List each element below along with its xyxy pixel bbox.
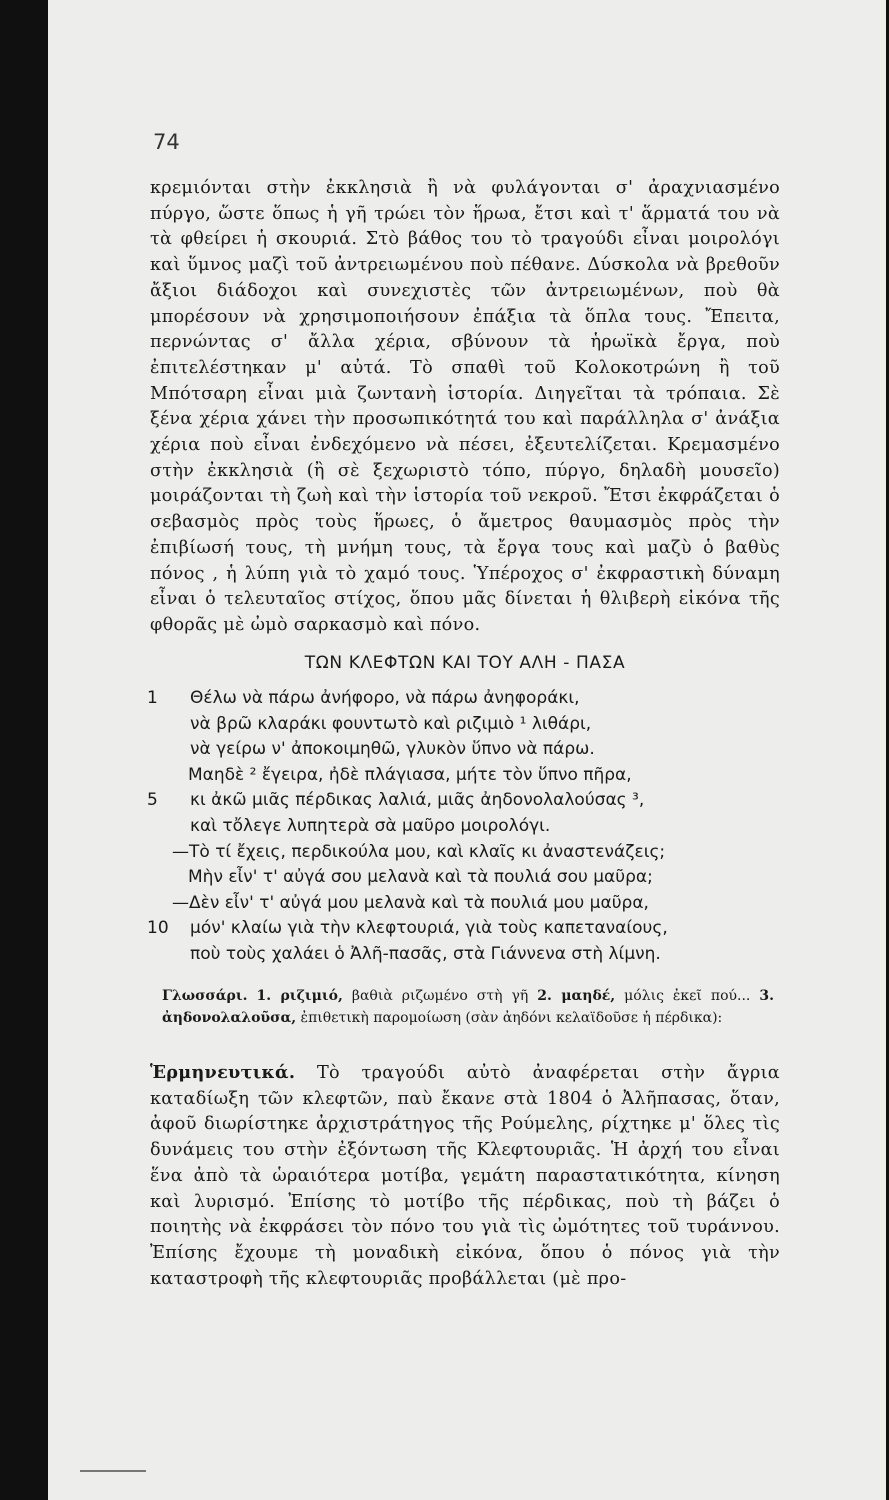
verse-text: Μὴν εἶν' τ' αὐγά σου μελανὰ καὶ τὰ πουλιά σου μαῦρα; bbox=[188, 867, 653, 888]
poem-title: ΤΩΝ ΚΛΕΦΤΩΝ ΚΑΙ ΤΟΥ ΑΛΗ - ΠΑΣΑ bbox=[304, 653, 626, 673]
verse-line bbox=[142, 942, 782, 968]
verse-number: 1 bbox=[147, 688, 158, 708]
glossary-definition: βαθιὰ ριζωμένο στὴ γῆ bbox=[342, 988, 538, 1004]
verse-text: ποὺ τοὺς χαλάει ὁ Ἀλῆ-πασᾶς, στὰ Γιάννενα στὴ λίμνη. bbox=[190, 943, 661, 964]
verse-text: Θέλω νὰ πάρω ἀνήφορο, νὰ πάρω ἀνηφοράκι, bbox=[190, 688, 580, 708]
glossary-definition: μόλις ἐκεῖ πού... bbox=[615, 988, 760, 1004]
verse-number: 5 bbox=[147, 790, 158, 811]
verse-line bbox=[142, 916, 782, 942]
interpretation-label: Ἑρμηνευτικά. bbox=[150, 1062, 296, 1083]
verse-text: μόν' κλαίω γιὰ τὴν κλεφτουριά, γιὰ τοὺς καπεταναίους, bbox=[190, 918, 668, 939]
verse-text: νὰ βρῶ κλαράκι φουντωτὸ καὶ ριζιμιὸ ¹ λιθάρι, bbox=[190, 713, 592, 734]
verse-text: Μαηδὲ ² ἔγειρα, ἠδὲ πλάγιασα, μήτε τὸν ὕπνο πῆρα, bbox=[188, 764, 632, 785]
interpretation-text: Τὸ τραγούδι αὐτὸ ἀναφέρεται στὴν ἄγρια καταδίωξη τῶν κλεφτῶν, παὺ ἔκανε στὰ 1804 ὁ Ἀλῆπασας, ὅταν, ἀφοῦ διωρίστηκε ἀρχιστράτηγος τῆς Ρούμελης, ρίχτηκε μ' ὅλες τὶς δυνάμεις του στὴν ἐξόντωση τῆς Κλεφτουριᾶς. Ἡ ἀρχή του εἶναι ἕνα ἀπὸ τὰ ὡραιότερα μοτίβα, γεμάτη παραστατικότητα, κίνηση καὶ λυρισμό. Ἐπίσης τὸ μοτίβο τῆς πέρδικας, ποὺ τὴ βάζει ὁ ποιητὴς νὰ ἐκφράσει τὸν πόνο του γιὰ τὶς ὠμότητες τοῦ τυράννου. Ἐπίσης ἔχουμε τὴ μοναδικὴ εἰκόνα, ὅπου ὁ πόνος γιὰ τὴν καταστροφὴ τῆς κλεφτουριᾶς προβάλλεται (μὲ προ- bbox=[150, 1063, 780, 1289]
verse-line bbox=[142, 788, 782, 814]
footer-rule bbox=[80, 1470, 146, 1472]
verse-line bbox=[142, 712, 782, 738]
interpretation-paragraph bbox=[150, 1060, 780, 1292]
verse-line bbox=[142, 737, 782, 763]
page-number: 74 bbox=[153, 130, 180, 154]
verse-line bbox=[142, 865, 782, 891]
verse-number: 10 bbox=[147, 918, 169, 939]
glossary-heading: Γλωσσάρι. bbox=[162, 988, 248, 1004]
glossary-term: 3. ἀηδονολαλοῦσα, bbox=[162, 988, 775, 1026]
commentary-paragraph: κρεμιόνται στὴν ἐκκλησιὰ ἢ νὰ φυλάγονται σ' ἀραχνιασμένο πύργο, ὥστε ὅπως ἡ γῆ τρώει τὸν ἥρωα, ἔτσι καὶ τ' ἅρματά του νὰ τὰ φθείρει ἡ σκουριά. Στὸ βάθος του τὸ τραγούδι εἶναι μοιρολόγι καὶ ὕμνος μαζὶ τοῦ ἀντρειωμένου ποὺ πέθανε. Δύσκολα νὰ βρεθοῦν ἄξιοι διάδοχοι καὶ συνεχιστὲς τῶν ἀντρειωμένων, ποὺ θὰ μπορέσουν νὰ χρησιμοποιήσουν ἐπάξια τὰ ὅπλα τους. Ἔπειτα, περνώντας σ' ἄλλα χέρια, σβύνουν τὰ ἡρωϊκὰ ἔργα, ποὺ ἐπιτελέστηκαν μ' αὐτά. Τὸ σπαθὶ τοῦ Κολοκοτρώνη ἢ τοῦ Μπότσαρη εἶναι μιὰ ζωντανὴ ἱστορία. Διηγεῖται τὰ τρόπαια. Σὲ ξένα χέρια χάνει τὴν προσωπικότητά του καὶ παράλληλα σ' ἀνάξια χέρια ποὺ εἶναι ἐνδεχόμενο νὰ πέσει, ἐξευτελίζεται. Κρεμασμένο στὴν ἐκκλησιὰ (ἢ σὲ ξεχωριστὸ τόπο, πύργο, δηλαδὴ μουσεῖο) μοιράζονται τὴ ζωὴ καὶ τὴν ἱστορία τοῦ νεκροῦ. Ἔτσι ἐκφράζεται ὁ σεβασμὸς πρὸς τοὺς ἥρωες, ὁ ἄμετρος θαυμασμὸς πρὸς τὴν ἐπιβίωσή τους, τὴ μνήμη τους, τὰ ἔργα τους καὶ μαζὺ ὁ βαθὺς πόνος , ἡ λύπη γιὰ τὸ χαμό τους. Ὑπέροχος σ' ἐκφραστικὴ δύναμη εἶναι ὁ τελευταῖος στίχος, ὅπου μᾶς δίνεται ἡ θλιβερὴ εἰκόνα τῆς φθορᾶς μὲ ὠμὸ σαρκασμὸ καὶ πόνο. bbox=[150, 178, 780, 635]
glossary-term: 2. μαηδέ, bbox=[537, 988, 616, 1004]
verse-line bbox=[142, 763, 782, 789]
verse-text: κι ἀκῶ μιᾶς πέρδικας λαλιά, μιᾶς ἀηδονολαλούσας ³, bbox=[190, 790, 645, 811]
verse-text: νὰ γείρω ν' ἀποκοιμηθῶ, γλυκὸν ὕπνο νὰ πάρω. bbox=[190, 739, 595, 760]
glossary-term: 1. ριζιμιό, bbox=[256, 988, 343, 1004]
verse-text: —Τὸ τί ἔχεις, περδικούλα μου, καὶ κλαῖς κι ἀναστενάζεις; bbox=[172, 841, 666, 862]
verse-line bbox=[142, 891, 782, 917]
glossary bbox=[162, 985, 774, 1029]
verse-text: καὶ τὄλεγε λυπητερὰ σὰ μαῦρο μοιρολόγι. bbox=[190, 815, 551, 836]
verse-line bbox=[142, 840, 782, 866]
poem-verses bbox=[142, 686, 782, 968]
verse-text: —Δὲν εἶν' τ' αὐγά μου μελανὰ καὶ τὰ πουλιά μου μαῦρα, bbox=[172, 892, 649, 913]
verse-line bbox=[142, 686, 782, 712]
verse-line bbox=[142, 814, 782, 840]
glossary-definition: ἐπιθετικὴ παρομοίωση (σὰν ἀηδόνι κελαϊδοῦσε ἡ πέρδικα): bbox=[296, 1010, 723, 1026]
